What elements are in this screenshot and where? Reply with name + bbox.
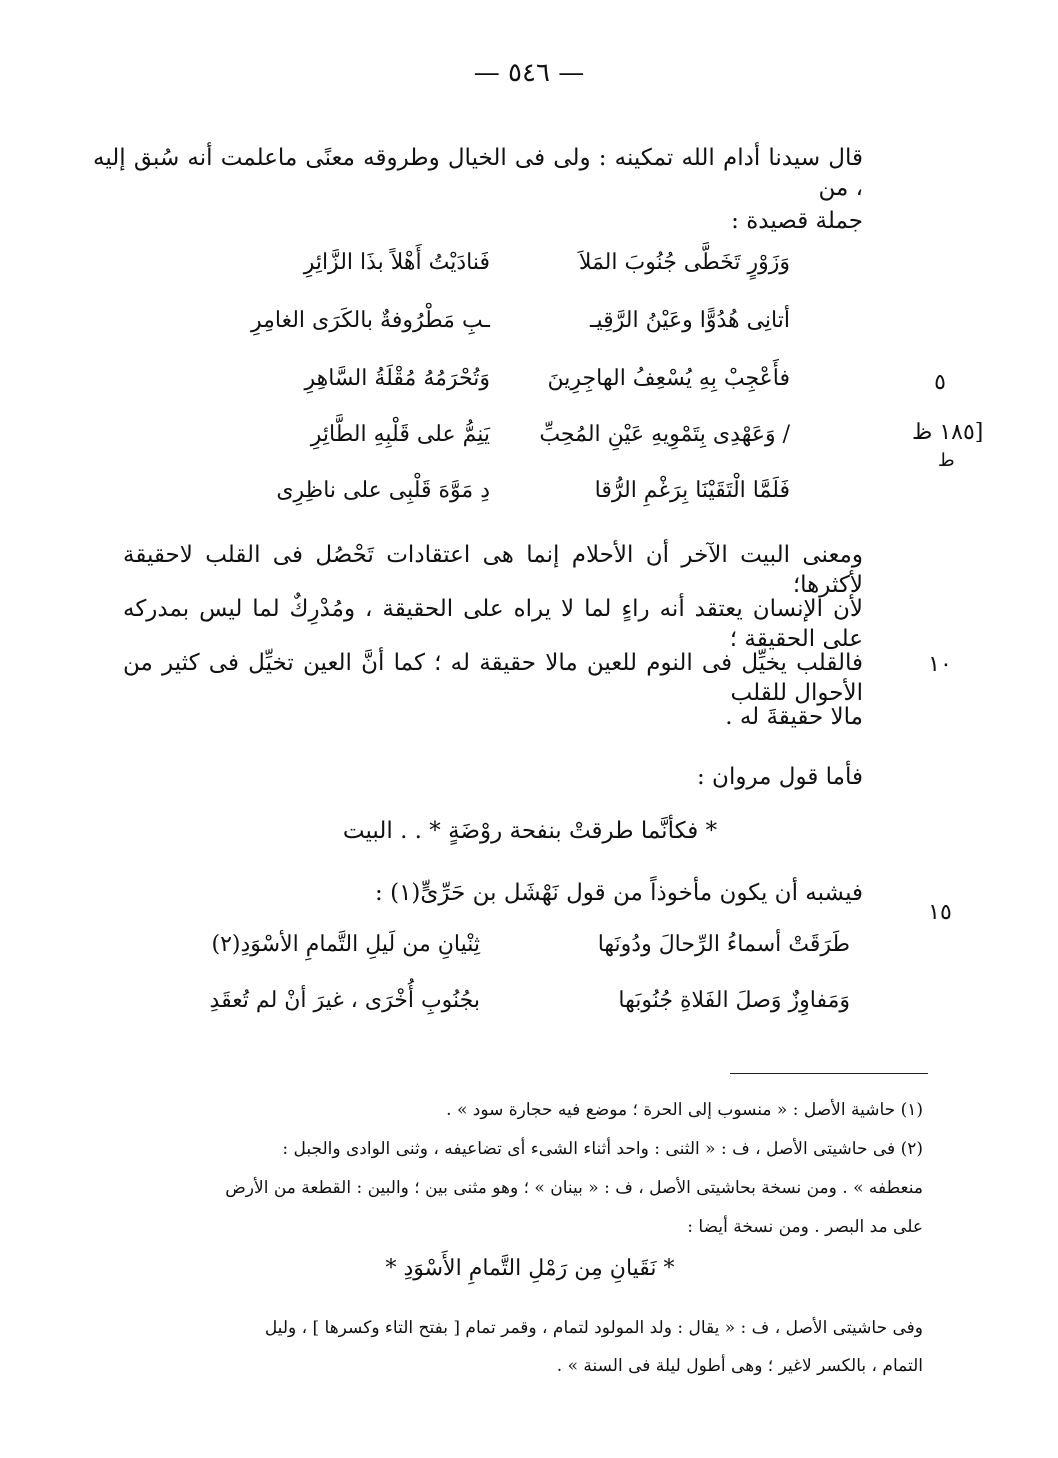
poem1-verse-2 bbox=[210, 308, 790, 348]
footnote-1: (١) حاشية الأصل : « منسوب إلى الحرة ؛ موضع فيه حجارة سود » . bbox=[446, 1100, 923, 1120]
hemistich-second: ـبِ مَطْرُوفةٌ بالكَرَى الغامِرِ bbox=[250, 308, 490, 333]
paragraph-line-1: ومعنى البيت الآخر أن الأحلام إنما هى اعتقادات تَحْصُل فى القلب لاحقيقة لأكثرها؛ bbox=[123, 542, 863, 598]
folio-reference-side: ط bbox=[938, 450, 955, 471]
marwan-resemble: فيشبه أن يكون مأخوذاً من قول نَهْشَل بن حَرِّىٍّ(١) : bbox=[375, 880, 863, 906]
hemistich-second: بجُنُوبِ أُخْرَى ، غيرَ أنْ لم تُعقَدِ bbox=[209, 988, 480, 1013]
marwan-quote: * فكأنَّما طرقتْ بنفحة روْضَةٍ * . . البيت bbox=[342, 818, 718, 844]
hemistich-first: فَلَمَّا الْتَقَيْنَا بِرَغْمِ الرُّقا bbox=[594, 478, 790, 503]
hemistich-first: وَزَوْرٍ تَخَطَّى جُنُوبَ المَلاَ bbox=[578, 250, 790, 275]
line-number-10: ١٠ bbox=[928, 652, 952, 677]
footnote-3-line-2: التمام ، بالكسر لاغير ؛ وهى أطول ليلة فى السنة » . bbox=[556, 1356, 923, 1376]
paragraph-line-3: فالقلب يخيِّل فى النوم للعين مالا حقيقة له ؛ كما أنَّ العين تخيِّل فى كثير من الأحوال للقلب bbox=[123, 650, 863, 706]
footnote-2-quote: * نَقَيانِ مِن رَمْلِ التَّمامِ الأَسْوَدِ * bbox=[385, 1256, 675, 1281]
footnote-2-line-3: على مد البصر . ومن نسخة أيضا : bbox=[687, 1217, 923, 1237]
poem1-verse-1 bbox=[210, 250, 790, 290]
hemistich-first: طَرَقَتْ أسماءُ الرِّحالَ ودُونَها bbox=[597, 932, 850, 957]
poem2-verse-1 bbox=[150, 932, 850, 972]
hemistich-first: فأَعْجِبْ بِهِ يُسْعِفُ الهاجِرِينَ bbox=[547, 366, 790, 391]
hemistich-first: أتانِى هُدُوًّا وعَيْنُ الرَّقِيـ bbox=[590, 308, 790, 333]
poem1-verse-3 bbox=[210, 366, 790, 406]
page-number: — ٥٤٦ — bbox=[473, 58, 585, 88]
paragraph-line-2: لأن الإنسان يعتقد أنه راءٍ لما لا يراه على الحقيقة ، ومُدْرِكٌ لما ليس بمدركه على الحقيقة ؛ bbox=[123, 596, 863, 652]
poem1-verse-4 bbox=[210, 422, 790, 462]
footnote-3-line-1: وفى حاشيتى الأصل ، ف : « يقال : ولد المولود لتمام ، وقمر تمام [ بفتح التاء وكسرها ] ، وليل bbox=[264, 1318, 923, 1338]
hemistich-second: يَنِمُّ على قَلْبِهِ الطَّائِرِ bbox=[310, 422, 490, 447]
hemistich-second: وَتُحْرَمُهُ مُقْلَةُ السَّاهِرِ bbox=[304, 366, 490, 391]
hemistich-first: وَمَفاوِزٌ وَصلَ الفَلاةِ جُنُوبَها bbox=[618, 988, 850, 1013]
hemistich-first: / وَعَهْدِى بِتَمْوِيهِ عَيْنِ المُحِبِّ bbox=[539, 422, 790, 447]
hemistich-second: دِ مَوَّهَ قَلْبِى على ناظِرِى bbox=[276, 478, 490, 503]
intro-line-1: قال سيدنا أدام الله تمكينه : ولى فى الخيال وطروقه معنًى ماعلمت أنه سُبق إليه ، من bbox=[93, 145, 863, 201]
folio-reference: [١٨٥ ظ bbox=[912, 420, 984, 445]
hemistich-second: فَنادَيْتُ أَهْلاً بذَا الزَّائِرِ bbox=[303, 250, 490, 275]
line-number-15: ١٥ bbox=[928, 900, 952, 925]
footnote-2-line-1: (٢) فى حاشيتى الأصل ، ف : « الثنى : واحد أثناء الشىء أى تضاعيفه ، وثنى الوادى والجبل : bbox=[282, 1139, 923, 1159]
footnote-2-line-2: منعطفه » . ومن نسخة بحاشيتى الأصل ، ف : « بينان » ؛ وهو مثنى بين ؛ والبين : القطعة من الأرض bbox=[225, 1178, 923, 1198]
paragraph-line-4: مالا حقيقةَ له . bbox=[725, 704, 863, 730]
line-number-5: ٥ bbox=[934, 370, 946, 395]
marwan-intro: فأما قول مروان : bbox=[697, 764, 863, 790]
hemistich-second: ثِنْيانِ من لَيلِ التَّمامِ الأسْوَدِ(٢) bbox=[211, 932, 480, 957]
poem1-verse-5 bbox=[210, 478, 790, 518]
poem2-verse-2 bbox=[150, 988, 850, 1028]
intro-line-2: جملة قصيدة : bbox=[731, 208, 863, 234]
footnote-divider bbox=[730, 1073, 928, 1074]
